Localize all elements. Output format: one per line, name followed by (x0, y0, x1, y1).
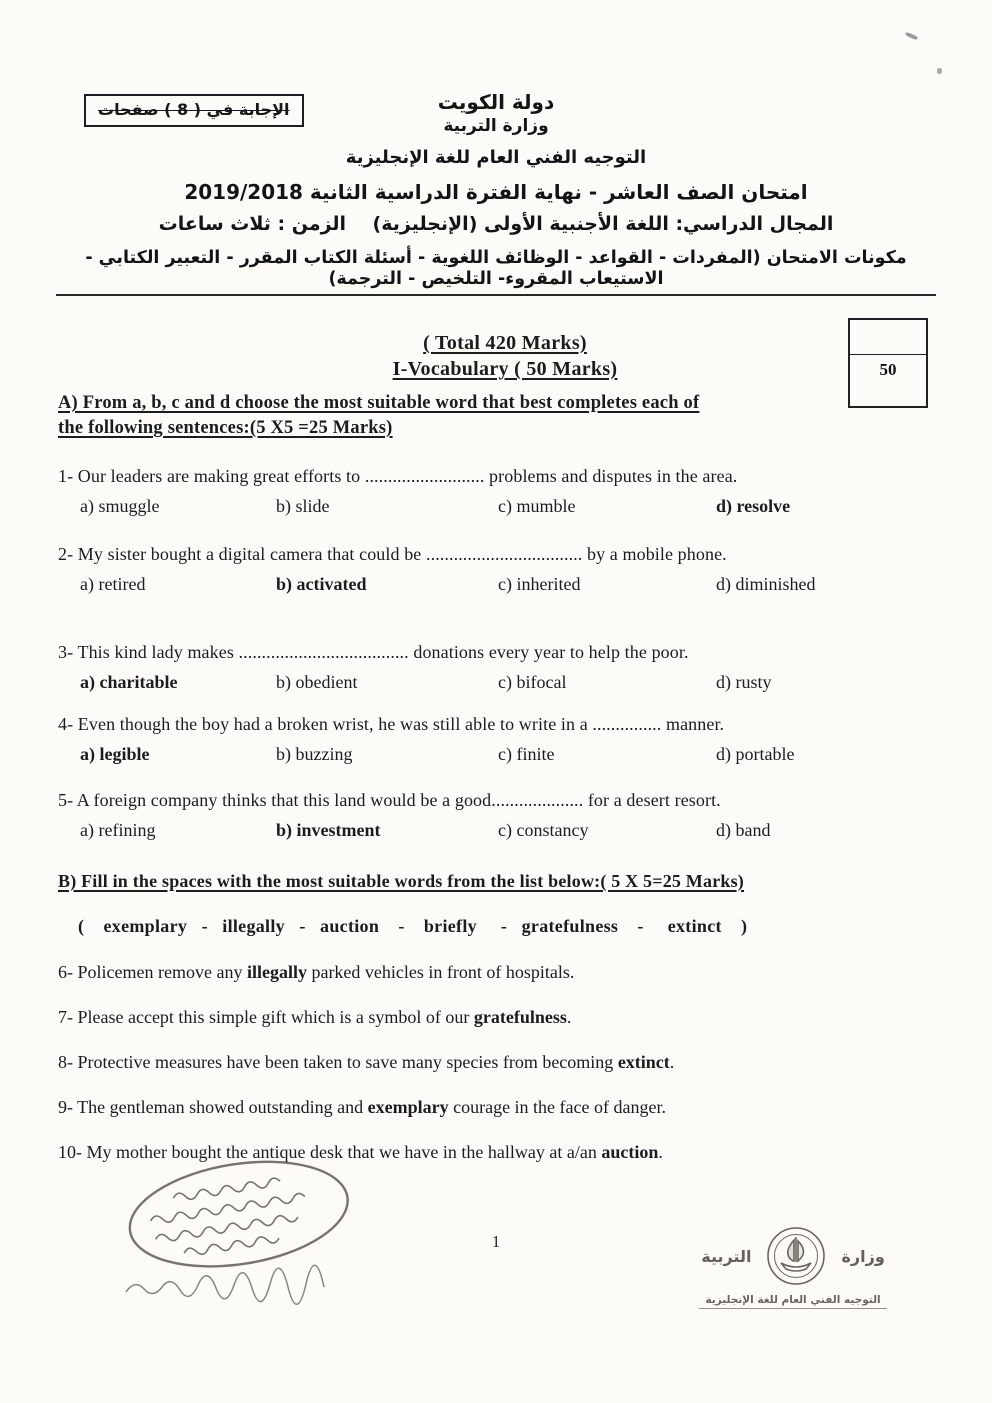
header-divider (56, 294, 936, 296)
question-5-option-b: b) investment (276, 820, 381, 840)
question-4 (58, 713, 952, 765)
question-5-options (58, 819, 952, 841)
question-3-option-b: b) obedient (276, 672, 358, 692)
part-a-heading-line1: A) From a, b, c and d choose the most suitable word that best completes each of (58, 393, 700, 413)
sentence-8-answer: extinct (617, 1052, 670, 1072)
sentence-7-pre: 7- Please accept this simple gift which is a symbol of our (58, 1007, 474, 1027)
question-3 (58, 641, 952, 693)
header-directorate: التوجيه الفني العام للغة الإنجليزية (345, 147, 647, 168)
answer-pages-box (84, 94, 304, 127)
question-1-stem: 1- Our leaders are making great efforts to .......................... problems and disputes in the area. (58, 466, 738, 486)
word-list: ( exemplary - illegally - auction - briefly - gratefulness - extinct ) (78, 916, 748, 936)
ministry-stamp-row (662, 1224, 924, 1288)
sentence-8 (58, 1051, 952, 1073)
score-value: 50 (879, 360, 897, 379)
question-5-option-d: d) band (716, 820, 771, 840)
sentence-9-pre: 9- The gentleman showed outstanding and (58, 1097, 368, 1117)
page-number: 1 (491, 1232, 501, 1251)
question-1-option-a: a) smuggle (80, 496, 160, 516)
exam-header (0, 0, 992, 296)
sentence-9-post: courage in the face of danger. (448, 1097, 666, 1117)
scan-speck (937, 68, 942, 74)
ministry-emblem-icon (764, 1224, 828, 1288)
sentence-7 (58, 1006, 952, 1028)
score-box (848, 318, 928, 408)
sentence-8-pre: 8- Protective measures have been taken to save many species from becoming (58, 1052, 618, 1072)
header-components-line2: الاستيعاب المقروء- التلخيص - الترجمة) (328, 269, 664, 289)
sentence-6-answer: illegally (246, 962, 307, 982)
question-3-option-d: d) rusty (716, 672, 772, 692)
question-4-option-a: a) legible (80, 744, 150, 764)
question-2-options (58, 573, 952, 595)
question-3-stem: 3- This kind lady makes ..................................... donations every year to help the poor. (58, 642, 689, 662)
sentence-8-post: . (669, 1052, 675, 1072)
sentence-7-post: . (566, 1007, 572, 1027)
sentence-10-pre: 10- My mother bought the antique desk that we have in the hallway at a/an (58, 1142, 602, 1162)
sentence-6-pre: 6- Policemen remove any (58, 962, 247, 982)
stamp-caption: التوجيه الفني العام للغة الإنجليزية (699, 1294, 886, 1309)
stamp-word-ministry: وزارة (841, 1246, 885, 1266)
part-b-heading (58, 871, 952, 892)
question-1-option-b: b) slide (276, 496, 330, 516)
question-4-options (58, 743, 952, 765)
ministry-stamp (662, 1224, 924, 1309)
part-b-sentences (58, 961, 952, 1163)
sentence-9-answer: exemplary (367, 1097, 449, 1117)
question-5-option-a: a) refining (80, 820, 156, 840)
header-subject-line: المجال الدراسي: اللغة الأجنبية الأولى (الإنجليزية) الزمن : ثلاث ساعات (158, 213, 834, 235)
header-country: دولة الكويت (437, 90, 555, 114)
sentence-6-post: parked vehicles in front of hospitals. (306, 962, 575, 982)
sentence-6 (58, 961, 952, 983)
question-3-option-c: c) bifocal (498, 672, 567, 692)
question-1-option-c: c) mumble (498, 496, 576, 516)
header-exam-title: امتحان الصف العاشر - نهاية الفترة الدراسية الثانية 2019/2018 (184, 180, 808, 204)
question-2-option-c: c) inherited (498, 574, 581, 594)
part-a-heading (58, 391, 952, 441)
question-5-stem: 5- A foreign company thinks that this land would be a good.................... for a desert resort. (58, 790, 721, 810)
exam-body (0, 332, 992, 1163)
sentence-10-answer: auction (601, 1142, 659, 1162)
header-components-line1: مكونات الامتحان (المفردات - القواعد - الوظائف اللغوية - أسئلة الكتاب المقرر - التعبير الكتابي - (85, 248, 907, 268)
question-4-stem: 4- Even though the boy had a broken wrist, he was still able to write in a ............... manner. (58, 714, 725, 734)
question-2 (58, 543, 952, 595)
question-1 (58, 465, 952, 517)
sentence-7-answer: gratefulness (473, 1007, 567, 1027)
stamp-word-education: التربية (701, 1246, 752, 1266)
question-1-option-d: d) resolve (716, 496, 791, 516)
sentence-10-post: . (658, 1142, 663, 1162)
total-marks-title: ( Total 420 Marks) (423, 332, 587, 354)
question-2-option-b: b) activated (276, 574, 367, 594)
question-2-stem: 2- My sister bought a digital camera that could be .................................. by a mobile phone. (58, 544, 727, 564)
oval-signature-stamp (112, 1152, 368, 1317)
question-2-option-d: d) diminished (716, 574, 816, 594)
question-2-option-a: a) retired (80, 574, 146, 594)
question-5-option-c: c) constancy (498, 820, 589, 840)
question-5 (58, 789, 952, 841)
vocabulary-section-title: I-Vocabulary ( 50 Marks) (392, 358, 618, 380)
part-a-heading-line2: the following sentences:(5 X5 =25 Marks) (58, 418, 393, 438)
question-4-option-d: d) portable (716, 744, 795, 764)
part-b-heading-text: B) Fill in the spaces with the most suitable words from the list below:( 5 X 5=25 Marks) (58, 871, 744, 891)
question-4-option-c: c) finite (498, 744, 555, 764)
question-3-option-a: a) charitable (80, 672, 178, 692)
sentence-9 (58, 1096, 952, 1118)
score-box-divider (850, 354, 926, 355)
answer-pages-text: الإجابة في ( 8 ) صفحات (98, 100, 290, 119)
header-ministry: وزارة التربية (443, 116, 549, 136)
question-1-options (58, 495, 952, 517)
question-3-options (58, 671, 952, 693)
question-4-option-b: b) buzzing (276, 744, 353, 764)
section-titles (58, 332, 952, 381)
